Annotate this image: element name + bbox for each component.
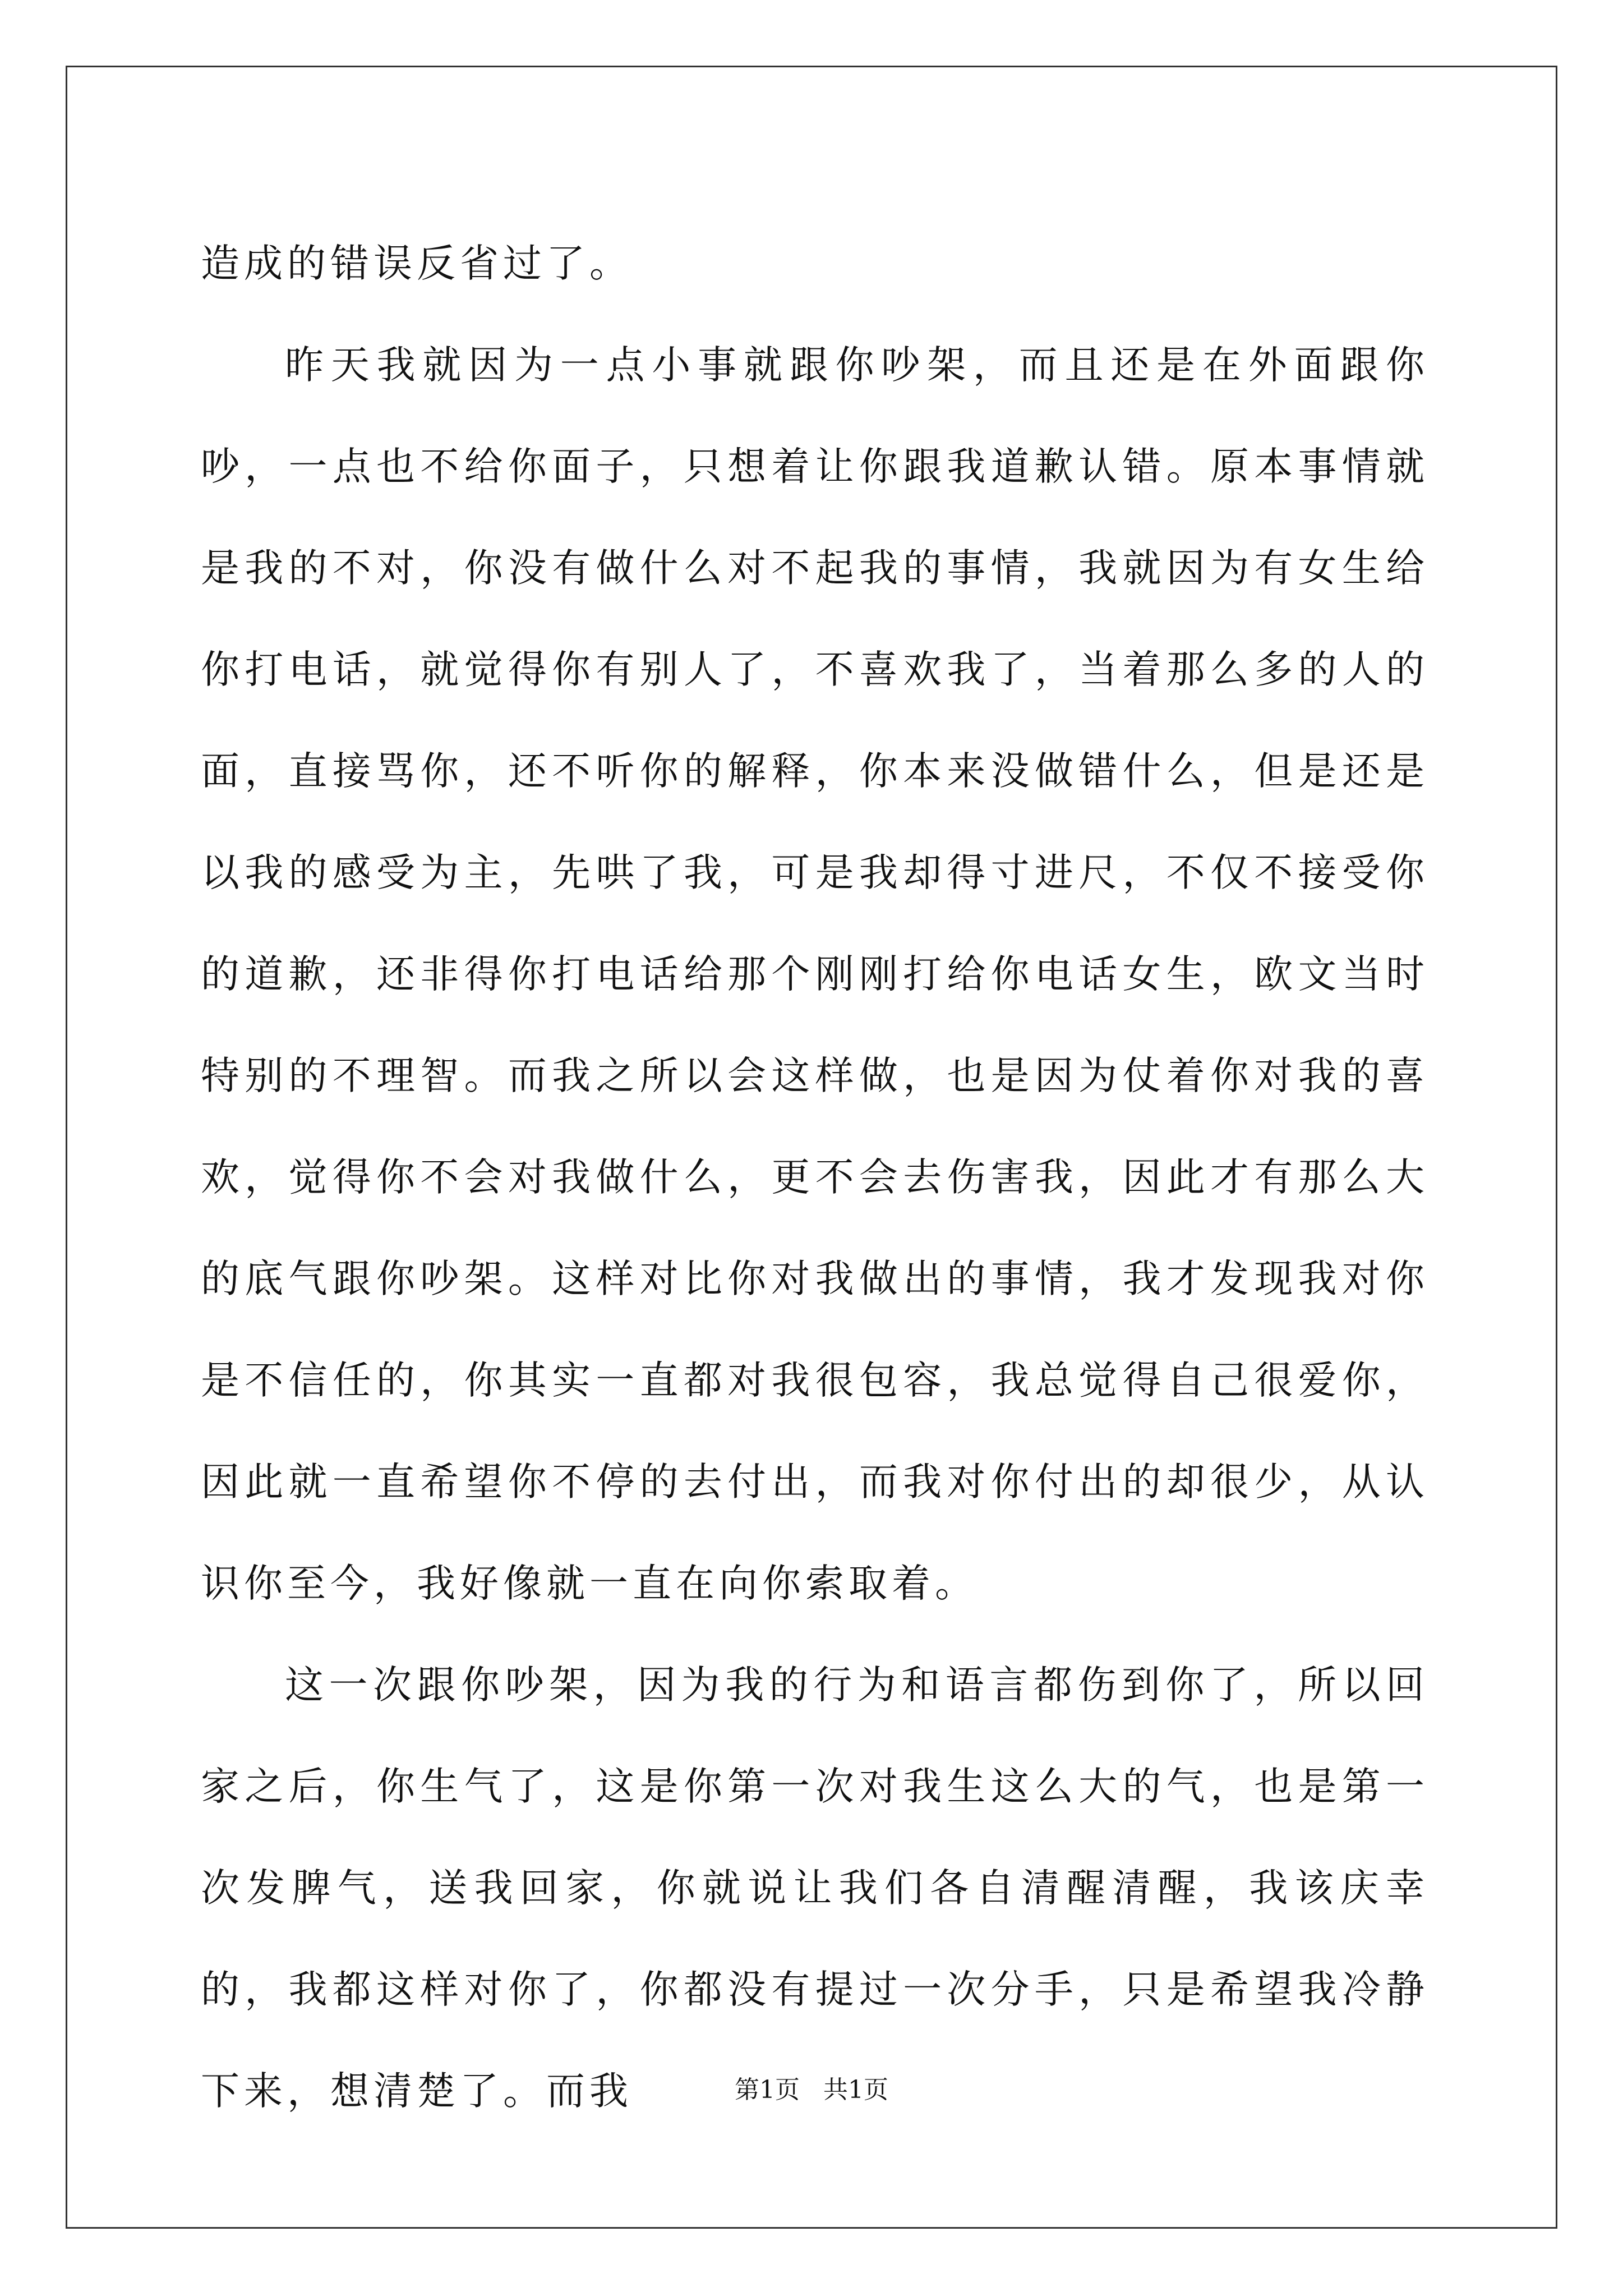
- document-body: [201, 213, 1429, 2142]
- paragraph-2: 昨天我就因为一点小事就跟你吵架，而且还是在外面跟你吵，一点也不给你面子，只想着让你跟我道歉认错。原本事情就是我的不对，你没有做什么对不起我的事情，我就因为有女生给你打电话，就觉得你有别人了，不喜欢我了，当着那么多的人的面，直接骂你，还不听你的解释，你本来没做错什么，但是还是以我的感受为主，先哄了我，可是我却得寸进尺，不仅不接受你的道歉，还非得你打电话给那个刚刚打给你电话女生，欧文当时特别的不理智。而我之所以会这样做，也是因为仗着你对我的喜欢，觉得你不会对我做什么，更不会去伤害我，因此才有那么大的底气跟你吵架。这样对比你对我做出的事情，我才发现我对你是不信任的，你其实一直都对我很包容，我总觉得自己很爱你，因此就一直希望你不停的去付出，而我对你付出的却很少，从认识你至今，我好像就一直在向你索取着。: [201, 343, 1429, 1606]
- page-total: 共1页: [823, 2076, 888, 2104]
- page-number: 第1页: [735, 2076, 800, 2104]
- page-footer: [0, 2073, 1623, 2107]
- paragraph-1: 造成的错误反省过了。: [201, 241, 633, 286]
- footer-separator: [800, 2076, 823, 2104]
- paragraph-3: 这一次跟你吵架，因为我的行为和语言都伤到你了，所以回家之后，你生气了，这是你第一次对我生这么大的气，也是第一次发脾气，送我回家，你就说让我们各自清醒清醒，我该庆幸的，我都这样对你了，你都没有提过一次分手，只是希望我冷静下来，想清楚了。而我: [201, 1663, 1429, 2114]
